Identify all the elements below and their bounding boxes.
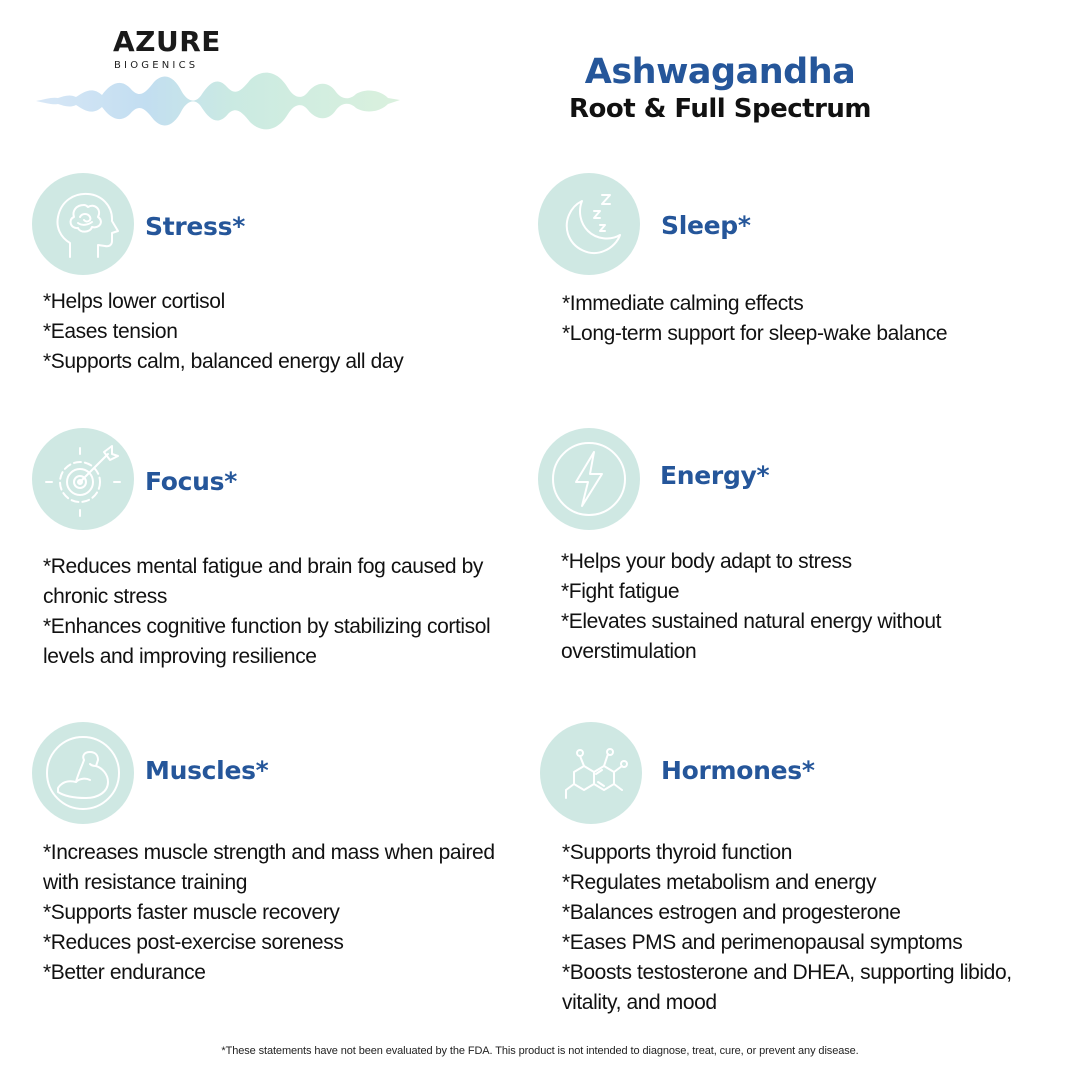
list-item: *Supports faster muscle recovery [43, 901, 340, 924]
head-thought-icon [32, 173, 134, 275]
focus-heading: Focus* [145, 467, 238, 496]
focus-icon-badge [32, 428, 134, 530]
list-item: *Increases muscle strength and mass when paired with resistance training [43, 841, 495, 894]
stress-heading: Stress* [145, 212, 245, 241]
list-item: *Elevates sustained natural energy without overstimulation [561, 610, 942, 663]
page-title: Ashwagandha [584, 52, 856, 92]
energy-list [561, 547, 1031, 667]
sleep-heading: Sleep* [661, 211, 751, 240]
molecule-icon [540, 722, 642, 824]
brand-name: AZURE [113, 25, 221, 58]
hormones-icon-badge [540, 722, 642, 824]
header [560, 52, 880, 126]
list-item: *Reduces mental fatigue and brain fog caused by chronic stress [43, 555, 484, 608]
list-item: *Balances estrogen and progesterone [562, 901, 901, 924]
list-item: *Eases PMS and perimenopausal symptoms [562, 931, 963, 954]
fda-disclaimer: *These statements have not been evaluated by the FDA. This product is not intended to diagnose, treat, cure, or prevent any disease. [221, 1045, 859, 1057]
stress-icon-badge [32, 173, 134, 275]
list-item: *Long-term support for sleep-wake balance [562, 322, 948, 345]
list-item: *Supports thyroid function [562, 841, 793, 864]
list-item: *Regulates metabolism and energy [562, 871, 877, 894]
list-item: *Helps lower cortisol [43, 290, 225, 313]
list-item: *Immediate calming effects [562, 292, 804, 315]
hormones-list [562, 838, 1032, 1018]
list-item: *Eases tension [43, 320, 178, 343]
list-item: *Supports calm, balanced energy all day [43, 350, 404, 373]
muscles-list [43, 838, 513, 988]
list-item: *Reduces post-exercise soreness [43, 931, 344, 954]
list-item: *Boosts testosterone and DHEA, supporting libido, vitality, and mood [562, 961, 1012, 1014]
focus-list [43, 552, 513, 672]
sleep-icon-badge [538, 173, 640, 275]
target-gear-icon [32, 428, 134, 530]
stress-list [43, 287, 513, 377]
brand-tagline: BIOGENICS [114, 60, 199, 71]
list-item: *Better endurance [43, 961, 206, 984]
sleep-list [562, 289, 1032, 349]
muscles-heading: Muscles* [145, 756, 269, 785]
flexed-arm-icon [32, 722, 134, 824]
energy-icon-badge [538, 428, 640, 530]
wave-decoration [36, 70, 400, 132]
page-subtitle: Root & Full Spectrum [568, 94, 872, 124]
moon-zzz-icon [538, 173, 640, 275]
energy-heading: Energy* [660, 461, 770, 490]
list-item: *Enhances cognitive function by stabilizing cortisol levels and improving resilience [43, 615, 491, 668]
muscles-icon-badge [32, 722, 134, 824]
list-item: *Fight fatigue [561, 580, 680, 603]
lightning-bolt-icon [538, 428, 640, 530]
hormones-heading: Hormones* [661, 756, 815, 785]
list-item: *Helps your body adapt to stress [561, 550, 852, 573]
brand-logo [113, 26, 221, 71]
